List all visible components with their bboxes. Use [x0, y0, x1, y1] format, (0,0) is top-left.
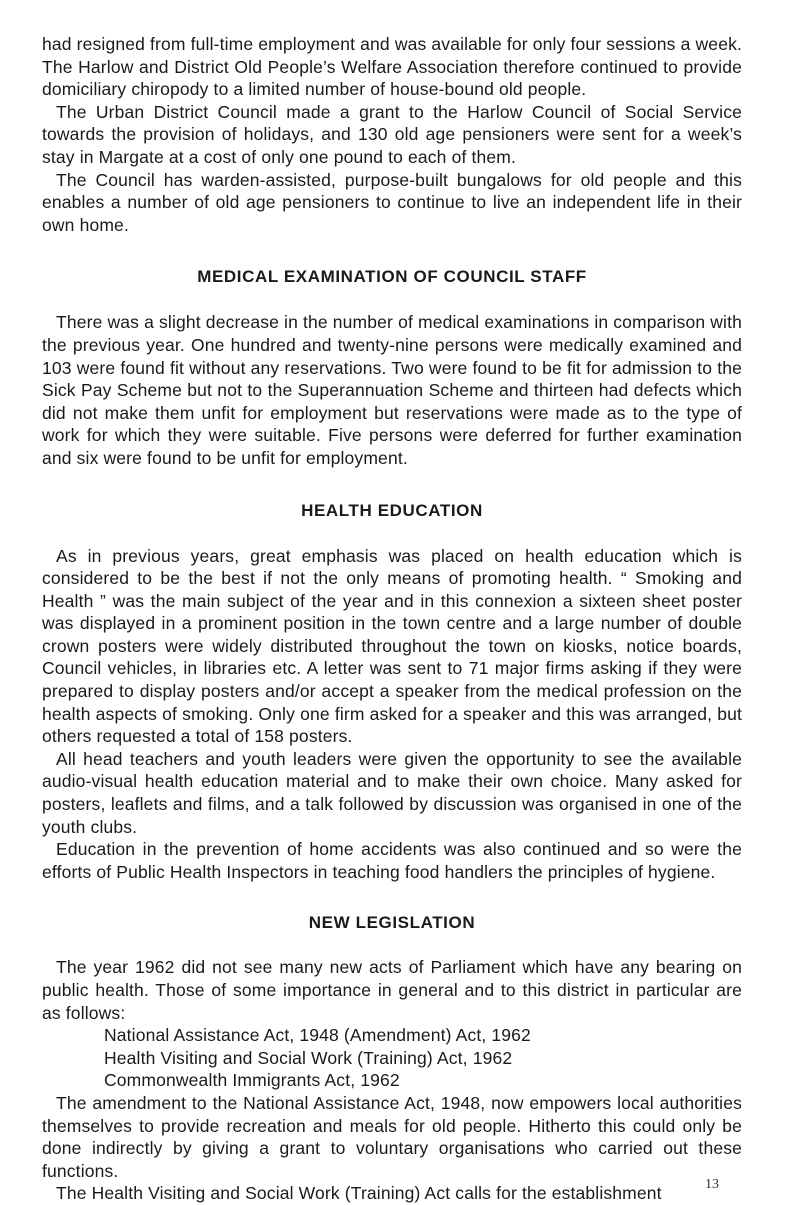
document-page	[42, 33, 742, 1205]
act-item: National Assistance Act, 1948 (Amendment) Act, 1962	[104, 1025, 531, 1046]
new-legislation-heading: NEW LEGISLATION	[308, 913, 476, 933]
health-education-paragraph-1: As in previous years, great emphasis was placed on health education which is considered to be the best if not the only means of promoting health. “ Smoking and Health ” was the main subject of the year and in this connexion a sixteen sheet poster was displayed in a prominent position in the town centre and a large number of double crown posters were widely distributed throughout the town on kiosks, notice boards, Council vehicles, in libraries etc. A letter was sent to 71 major firms asking if they were prepared to display posters and/or accept a speaker from the medical profession on the health aspects of smoking. Only one firm asked for a speaker and this was arranged, but others requested a total of 158 posters.	[42, 545, 742, 747]
intro-paragraph-3: The Council has warden-assisted, purpose-built bungalows for old people and this enables a number of old age pensioners to continue to live an independent life in their own home.	[42, 169, 742, 235]
acts-list	[42, 1024, 742, 1092]
act-item: Health Visiting and Social Work (Training) Act, 1962	[104, 1047, 513, 1068]
page-number: 13	[705, 1177, 719, 1192]
medical-examination-heading: MEDICAL EXAMINATION OF COUNCIL STAFF	[197, 267, 587, 287]
health-education-paragraph-2: All head teachers and youth leaders were given the opportunity to see the available audio-visual health education material and to make their own choice. Many asked for posters, leaflets and films, and a talk followed by discussion was organised in one of the youth clubs.	[42, 748, 742, 837]
legislation-paragraph-1: The year 1962 did not see many new acts of Parliament which have any bearing on public health. Those of some importance in general and to this district in particular are as follows:	[42, 957, 742, 1023]
legislation-paragraph-3: The Health Visiting and Social Work (Training) Act calls for the establishment	[56, 1183, 662, 1204]
intro-paragraph-1: had resigned from full-time employment and was available for only four sessions a week. The Harlow and District Old People’s Welfare Association therefore continued to provide domiciliary chiropody to a limited number of house-bound old people.	[42, 34, 742, 100]
medical-paragraph-1: There was a slight decrease in the number of medical examinations in comparison with the previous year. One hundred and twenty-nine persons were medically examined and 103 were found fit without any reservations. Two were found to be fit for admission to the Sick Pay Scheme but not to the Superannuation Scheme and thirteen had defects which did not make them unfit for employment but reservations were made as to the type of work for which they were suitable. Five persons were deferred for further examination and six were found to be unfit for employment.	[42, 312, 742, 468]
act-item: Commonwealth Immigrants Act, 1962	[104, 1070, 400, 1091]
intro-paragraph-2: The Urban District Council made a grant to the Harlow Council of Social Service towards the provision of holidays, and 130 old age pensioners were sent for a week’s stay in Margate at a cost of only one pound to each of them.	[42, 101, 742, 167]
legislation-paragraph-2: The amendment to the National Assistance Act, 1948, now empowers local authorities themselves to provide recreation and meals for old people. Hitherto this could only be done indirectly by giving a grant to voluntary organisations who carried out these functions.	[42, 1092, 742, 1181]
health-education-heading: HEALTH EDUCATION	[301, 500, 483, 520]
health-education-paragraph-3: Education in the prevention of home accidents was also continued and so were the efforts of Public Health Inspectors in teaching food handlers the principles of hygiene.	[42, 839, 742, 882]
